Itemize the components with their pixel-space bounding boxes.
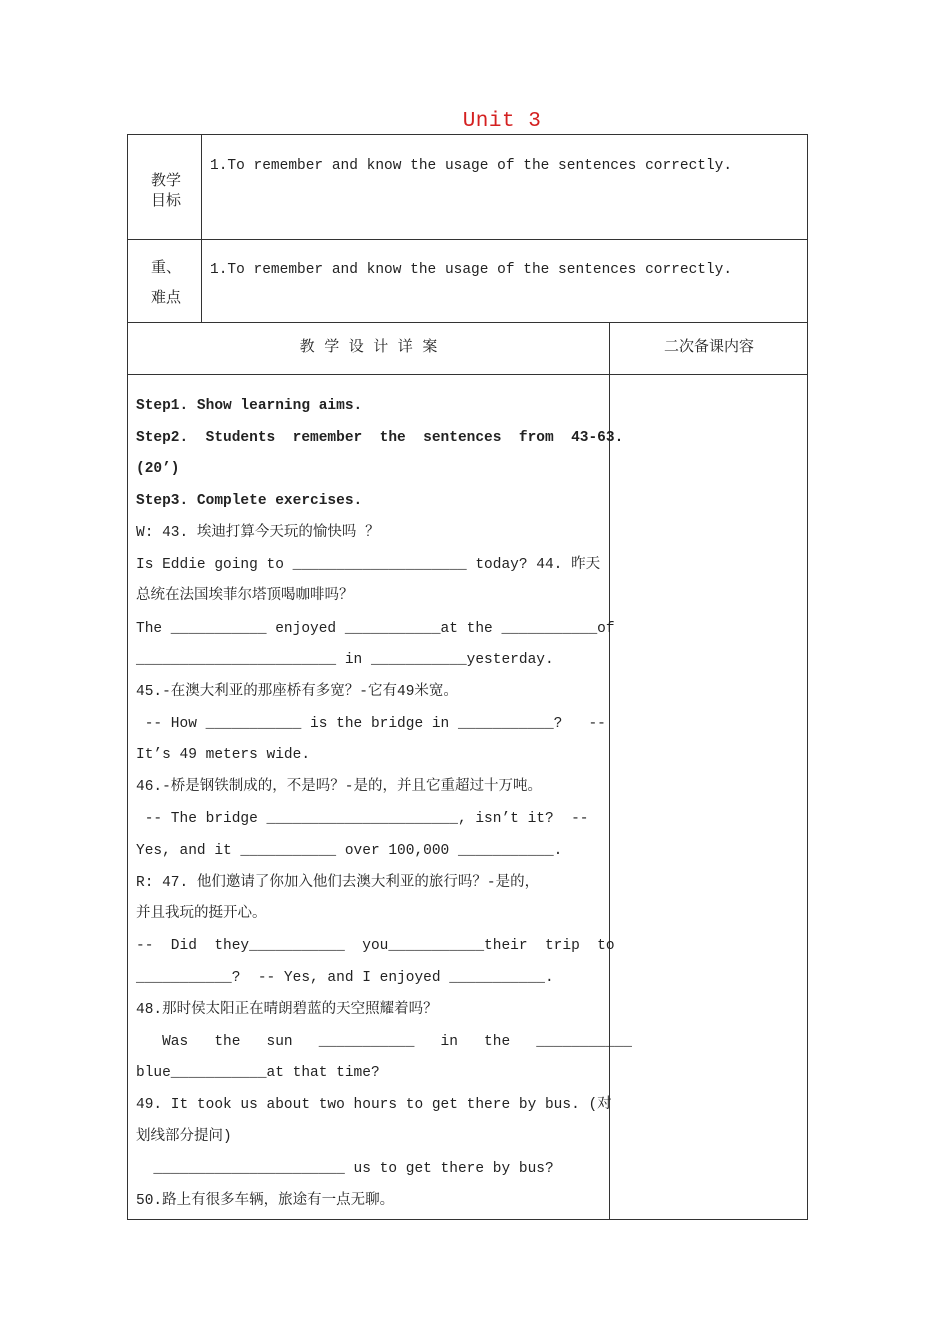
exercise-line: The ___________ enjoyed ___________at the ___________of <box>136 621 615 637</box>
exercise-line: ______________________ us to get there by bus? <box>136 1161 554 1177</box>
exercise-line: 并且我玩的挺开心。 <box>136 906 267 922</box>
exercise-line: 46.-桥是钢铁制成的，不是吗？-是的，并且它重超过十万吨。 <box>136 779 543 795</box>
exercise-line: 48.那时侯太阳正在晴朗碧蓝的天空照耀着吗？ <box>136 1002 438 1018</box>
exercise-line: 总统在法国埃菲尔塔顶喝咖啡吗？ <box>136 588 354 604</box>
page-title: Unit 3 <box>462 110 542 133</box>
notes-header: 二次备课内容 <box>663 337 754 355</box>
exercise-line: R: 47. 他们邀请了你加入他们去澳大利亚的旅行吗？-是的， <box>136 875 540 891</box>
exercise-line: Is Eddie going to ____________________ today? 44. 昨天 <box>136 557 601 573</box>
objectives-label-line: 教学 <box>150 171 181 189</box>
exercise-line: Yes, and it ___________ over 100,000 ___________. <box>136 843 563 859</box>
keypoints-text: 1.To remember and know the usage of the sentences correctly. <box>210 262 733 278</box>
exercise-line: -- The bridge ______________________, isn’t it? -- <box>136 811 589 827</box>
keypoints-label-line: 难点 <box>150 288 181 306</box>
exercise-line: -- Did they___________ you___________their trip to <box>136 938 615 954</box>
exercise-line: 45.-在澳大利亚的那座桥有多宽？-它有49米宽。 <box>136 684 458 700</box>
exercise-line: ___________? -- Yes, and I enjoyed ___________. <box>136 970 554 986</box>
exercise-line: 划线部分提问) <box>136 1129 232 1145</box>
exercise-line: Was the sun ___________ in the ___________ <box>136 1034 632 1050</box>
exercise-line: It’s 49 meters wide. <box>136 747 311 763</box>
exercise-line: W: 43. 埃迪打算今天玩的愉快吗 ？ <box>136 525 380 541</box>
exercise-line: -- How ___________ is the bridge in ___________? -- <box>136 716 606 732</box>
step-line: Step3. Complete exercises. <box>136 493 363 509</box>
column-divider <box>609 322 610 1220</box>
exercise-line: 50.路上有很多车辆，旅途有一点无聊。 <box>136 1193 395 1209</box>
lesson-content <box>136 0 632 1344</box>
keypoints-label-line: 重、 <box>150 258 181 276</box>
objectives-label-line: 目标 <box>150 191 181 209</box>
exercise-line: 49. It took us about two hours to get there by bus. (对 <box>136 1097 612 1113</box>
exercise-line: blue___________at that time? <box>136 1065 380 1081</box>
exercise-line: _______________________ in ___________yesterday. <box>136 652 554 668</box>
step-line: (20’) <box>136 461 180 477</box>
design-header: 教 学 设 计 详 案 <box>299 337 438 355</box>
objectives-text: 1.To remember and know the usage of the sentences correctly. <box>210 158 733 174</box>
step-line: Step2. Students remember the sentences from 43-63. <box>136 430 624 446</box>
step-line: Step1. Show learning aims. <box>136 398 363 414</box>
